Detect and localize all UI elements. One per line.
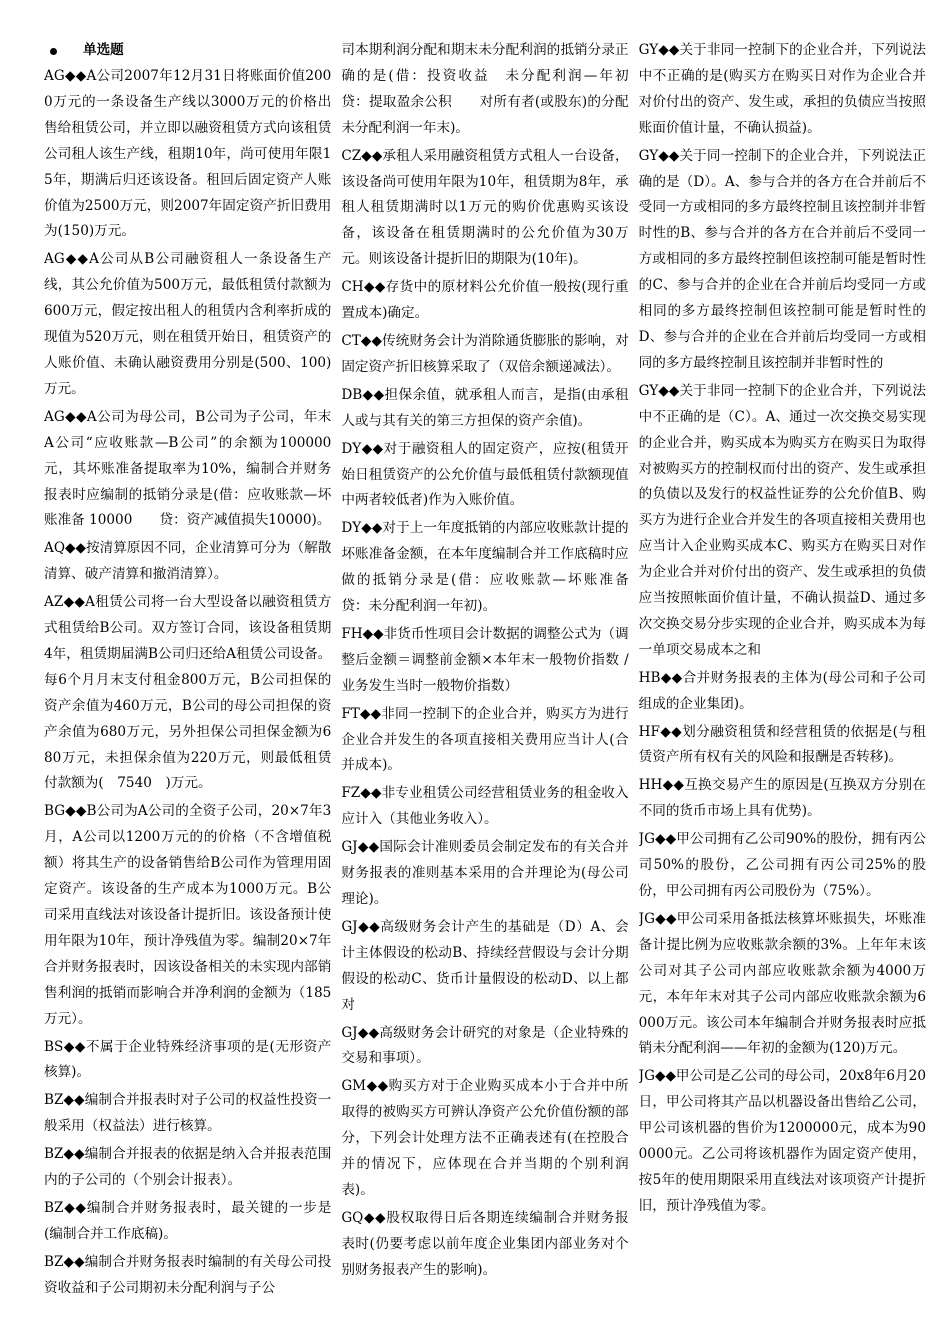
question-item: GJ◆◆高级财务会计研究的对象是（企业特殊的交易和事项）。	[341, 1024, 629, 1067]
column-1	[44, 38, 331, 1304]
question-item: CZ◆◆承租人采用融资租赁方式租人一台设备，该设备尚可使用年限为10年，租赁期为8年，承租人租赁期满时以1万元的购价优惠购买该设备，该设备在租赁期满时的公允价值为30万元。则该设备计提折旧的期限为(10年)。	[341, 147, 629, 268]
question-item: JG◆◆甲公司采用备抵法核算坏账损失，坏账准备计提比例为应收账款余额的3%。上年年末该公司对其子公司内部应收账款余额为4000万元，本年年末对其子公司内部应收账款余额为6000万元。该公司本年编制合并财务报表时应抵销未分配利润——年初的金额为(120)万元。	[638, 910, 926, 1057]
question-item: CH◆◆存货中的原材料公允价值一般按(现行重置成本)确定。	[341, 279, 629, 322]
question-item: DY◆◆对于上一年度抵销的内部应收账款计提的坏账准备金额，在本年度编制合并工作底稿时应做的抵销分录是(借：应收账款—坏账准备 贷：未分配利润一年初)。	[341, 520, 629, 615]
question-item: DY◆◆对于融资租人的固定资产，应按(租赁开始日租赁资产的公允价值与最低租赁付款额现值中两者较低者)作为入账价值。	[341, 440, 629, 509]
question-item: FZ◆◆非专业租赁公司经营租赁业务的租金收入应计入（其他业务收入）。	[341, 785, 629, 828]
question-item: BG◆◆B公司为A公司的全资子公司，20×7年3月，A公司以1200万元的的价格（不含增值税额）将其生产的设备销售给B公司作为管理用固定资产。该设备的生产成本为1000万元。B公司采用直线法对该设备计提折旧。该设备预计使用年限为10年，预计净残值为零。编制20×7年合并财务报表时，因该设备相关的未实现内部销售利润的抵销而影响合并净利润的金额为（185万元）。	[44, 803, 332, 1027]
question-item: BZ◆◆编制合并财务报表时，最关键的一步是(编制合并工作底稿)。	[44, 1199, 332, 1242]
question-item: GQ◆◆股权取得日后各期连续编制合并财务报表时(仍要考虑以前年度企业集团内部业务对个别财务报表产生的影响)。	[341, 1209, 629, 1278]
column-3	[639, 38, 926, 1222]
question-item: GJ◆◆高级财务会计产生的基础是（D）A、会计主体假设的松动B、持续经营假设与会计分期假设的松动C、货币计量假设的松动D、以上都对	[341, 918, 629, 1013]
section-heading	[44, 38, 331, 64]
question-item: FT◆◆非同一控制下的企业合并，购买方为进行企业合并发生的各项直接相关费用应当计人(合并成本)。	[341, 705, 629, 774]
question-item: GJ◆◆国际会计准则委员会制定发布的有关合并财务报表的准则基本采用的合并理论为(母公司理论)。	[341, 839, 629, 907]
question-item: CT◆◆传统财务会计为消除通货膨胀的影响，对固定资产折旧核算采取了（双倍余额递减法）。	[341, 332, 629, 375]
question-item: 司本期利润分配和期末未分配利润的抵销分录正确的是(借：投资收益 未分配利润—年初 贷：提取盈余公积 对所有者(或股东)的分配 未分配利润一年末)。	[341, 42, 629, 136]
question-item: GM◆◆购买方对于企业购买成本小于合并中所取得的被购买方可辨认净资产公允价值份额的部分，下列会计处理方法不正确表述有(在控股合并的情况下，应体现在合并当期的个别利润表)。	[341, 1078, 629, 1198]
question-item: AG◆◆A公司从B公司融资租人一条设备生产线，其公允价值为500万元，最低租赁付款额为600万元，假定按出租人的租赁内含利率折成的现值为520万元，则在租赁开始日，租赁资产的人账价值、未确认融资费用分别是(500、100)万元。	[44, 251, 332, 397]
question-item: JG◆◆甲公司是乙公司的母公司，20x8年6月20日，甲公司将其产品以机器设备出售给乙公司，甲公司该机器的售价为1200000元，成本为900000元。乙公司将该机器作为固定资产使用，按5年的使用期限采用直线法对该项资产计提折旧，预计净残值为零。	[638, 1068, 926, 1214]
question-item: BZ◆◆编制合并报表的依据是纳入合并报表范围内的子公司的（个别会计报表）。	[44, 1146, 332, 1189]
bullet-icon	[50, 48, 57, 55]
question-item: GY◆◆关于非同一控制下的企业合并，下列说法中不正确的是(购买方在购买日对作为企业合并对价付出的资产、发生或，承担的负债应当按照账面价值计量，不确认损益)。	[638, 42, 926, 136]
question-item: AZ◆◆A租赁公司将一台大型设备以融资租赁方式租赁给B公司。双方签订合同，该设备租赁期4年，租赁期届满B公司归还给A租赁公司设备。每6个月月末支付租金800万元，B公司担保的资产余值为460万元，B公司的母公司担保的资产余值为680万元，另外担保公司担保金额为680万元，未担保余值为220万元，则最低租赁付款额为( 7540 )万元。	[44, 594, 332, 792]
question-item: BZ◆◆编制合并财务报表时编制的有关母公司投资收益和子公司期初未分配利润与子公	[44, 1253, 332, 1296]
question-item: BS◆◆不属于企业特殊经济事项的是(无形资产核算)。	[44, 1038, 332, 1081]
question-item: HF◆◆划分融资租赁和经营租赁的依据是(与租赁资产所有权有关的风险和报酬是否转移)。	[638, 723, 926, 766]
question-item: AQ◆◆按清算原因不同，企业清算可分为（解散清算、破产清算和撤消清算）。	[44, 540, 332, 583]
question-item: HB◆◆合并财务报表的主体为(母公司和子公司组成的企业集团)。	[638, 669, 926, 712]
question-item: HH◆◆互换交易产生的原因是(互换双方分别在不同的货币市场上具有优势)。	[638, 777, 926, 820]
question-item: AG◆◆A公司2007年12月31日将账面价值2000万元的一条设备生产线以3000万元的价格出售给租赁公司，并立即以融资租赁方式向该租赁公司租人该生产线，租期10年，尚可使用年限15年，期满后归还该设备。租回后固定资产人账价值为2500万元，则2007年固定资产折旧费用为(150)万元。	[44, 68, 332, 240]
question-item: DB◆◆担保余值，就承租人而言，是指(由承租人或与其有关的第三方担保的资产余值)。	[341, 386, 629, 429]
section-title: 单选题	[83, 42, 124, 59]
question-item: BZ◆◆编制合并报表时对子公司的权益性投资一般采用（权益法）进行核算。	[44, 1092, 332, 1135]
question-item: GY◆◆关于非同一控制下的企业合并，下列说法中不正确的是（C）。A、通过一次交换交易实现的企业合并，购买成本为购买方在购买日为取得对被购买方的控制权而付出的资产、发生或承担的负债以及发行的权益性证券的公允价值B、购买方为进行企业合并发生的各项直接相关费用也应当计入企业购买成本C、购买方在购买日对作为企业合并对价付出的资产、发生或承担的负债应当按照帐面价值计量，不确认损益D、通过多次交换交易分步实现的企业合并，购买成本为每一单项交易成本之和	[638, 382, 926, 658]
question-item: AG◆◆A公司为母公司，B公司为子公司，年末A公司“应收账款—B公司”的余额为100000元，其坏账准备提取率为10%，编制合并财务报表时应编制的抵销分录是(借：应收账款—坏账准备 10000 贷：资产减值损失10000)。	[44, 408, 332, 529]
question-item: GY◆◆关于同一控制下的企业合并，下列说法正确的是（D）。A、参与合并的各方在合并前后不受同一方或相同的多方最终控制且该控制并非暂时性的B、参与合并的各方在合并前后不受同一方或相同的多方最终控制但该控制可能是暂时性的C、参与合并的企业在合并前后均受同一方或相同的多方最终控制但该控制可能是暂时性的D、参与合并的企业在合并前后均受同一方或相同的多方最终控制且该控制并非暂时性的	[638, 147, 926, 371]
column-2	[341, 38, 628, 1286]
question-item: JG◆◆甲公司拥有乙公司90%的股份，拥有丙公司50%的股份，乙公司拥有丙公司25%的股份，甲公司拥有丙公司股份为（75%）。	[638, 831, 926, 899]
question-item: FH◆◆非货币性项目会计数据的调整公式为（调整后金额＝调整前金额×本年末一般物价指数 / 业务发生当时一般物价指数）	[341, 625, 629, 694]
three-column-layout	[44, 38, 926, 1304]
